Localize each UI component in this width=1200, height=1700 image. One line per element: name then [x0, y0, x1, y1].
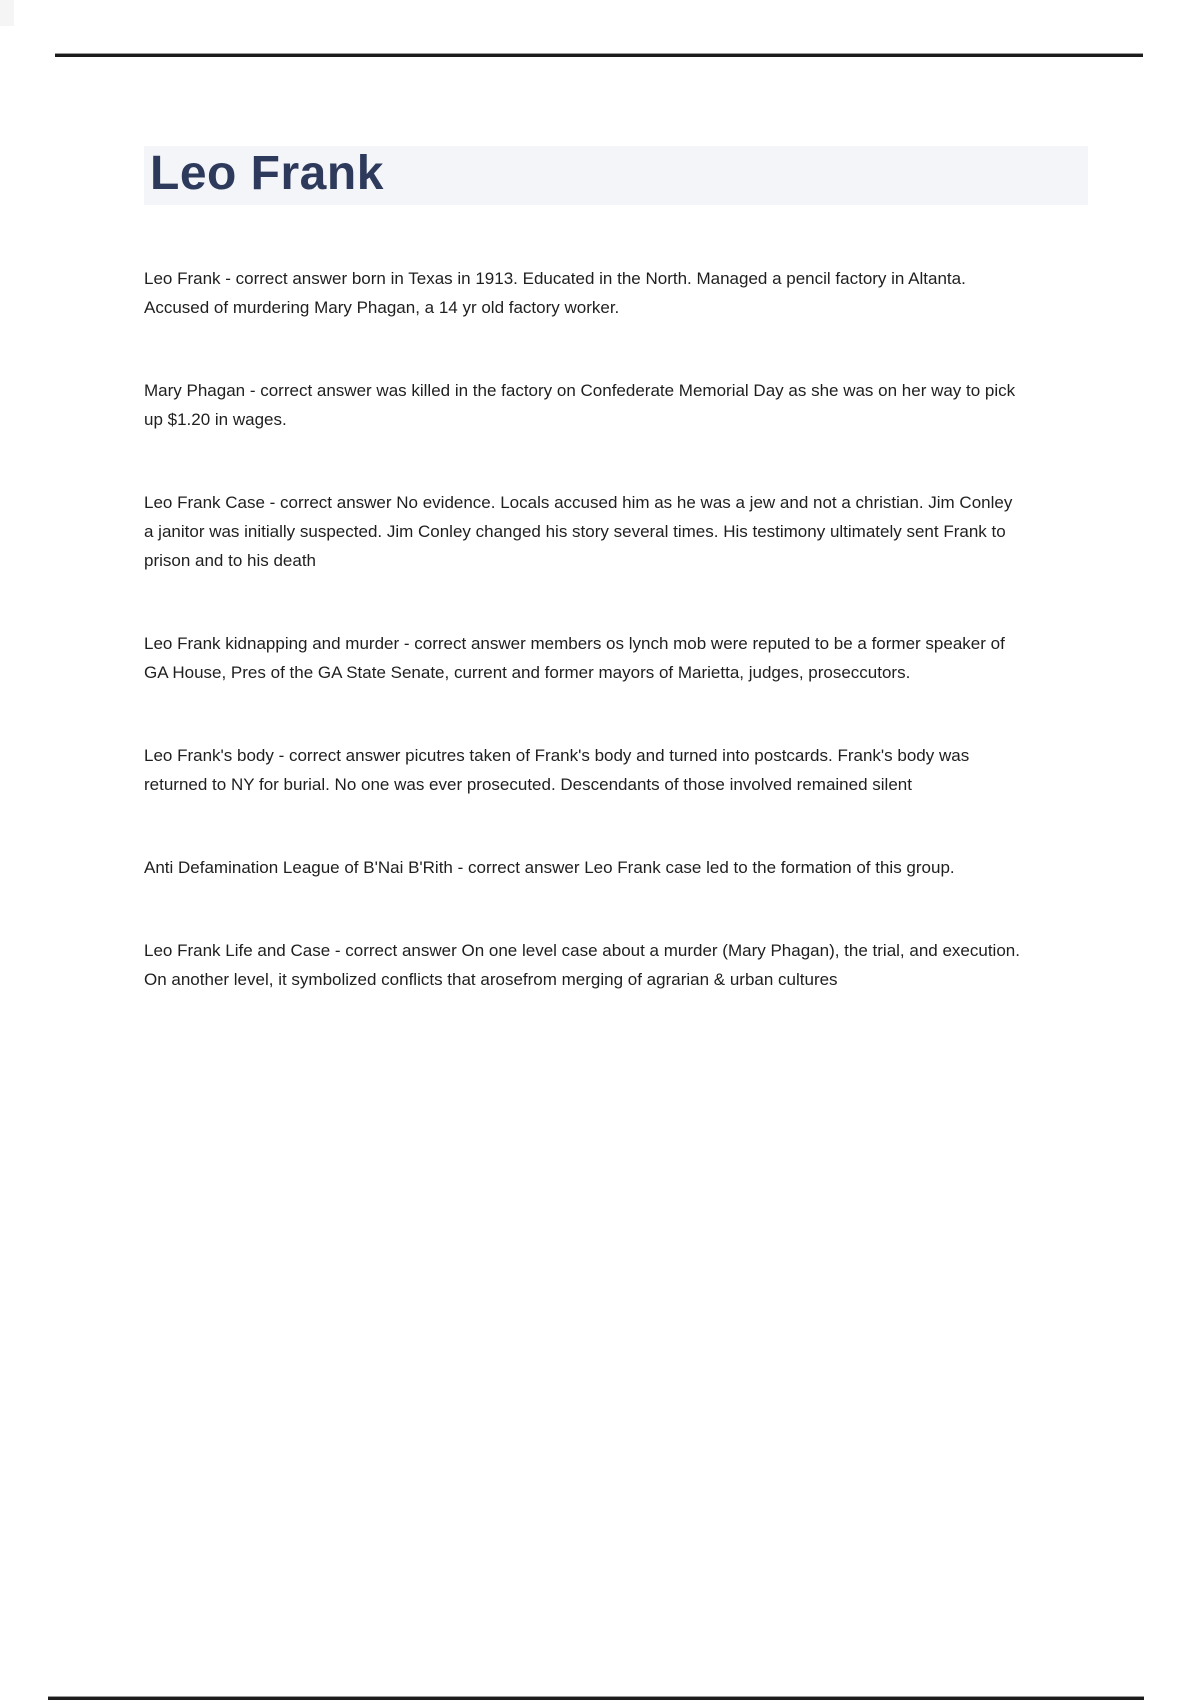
page-title: Leo Frank	[150, 147, 384, 200]
paragraph-leo-frank: Leo Frank - correct answer born in Texas in 1913. Educated in the North. Managed a pencil factory in Altanta. Accused of murdering Mary Phagan, a 14 yr old factory worker.	[144, 269, 966, 317]
paragraph-mary-phagan: Mary Phagan - correct answer was killed in the factory on Confederate Memorial Day as she was on her way to pick up $1.20 in wages.	[144, 381, 1016, 429]
definitions-list	[144, 264, 1024, 1048]
top-rule	[55, 53, 1143, 57]
paragraph-leo-franks-body: Leo Frank's body - correct answer picutres taken of Frank's body and turned into postcards. Frank's body was returned to NY for burial. No one was ever prosecuted. Descendants of those involved remained silent	[144, 746, 970, 794]
corner-artifact	[0, 0, 14, 26]
bottom-rule	[48, 1696, 1144, 1700]
paragraph-leo-frank-case: Leo Frank Case - correct answer No evidence. Locals accused him as he was a jew and not a christian. Jim Conley a janitor was initially suspected. Jim Conley changed his story several times. His testimony ultimately sent Frank to prison and to his death	[144, 493, 1013, 570]
paragraph-anti-defamination-league: Anti Defamination League of B'Nai B'Rith - correct answer Leo Frank case led to the formation of this group.	[144, 858, 955, 877]
title-highlight-block	[144, 146, 1088, 205]
paragraph-kidnapping-and-murder: Leo Frank kidnapping and murder - correct answer members os lynch mob were reputed to be a former speaker of GA House, Pres of the GA State Senate, current and former mayors of Marietta, judges, proseccutors.	[144, 634, 1005, 682]
paragraph-life-and-case: Leo Frank Life and Case - correct answer On one level case about a murder (Mary Phagan), the trial, and execution. On another level, it symbolized conflicts that arosefrom merging of agrarian & urban cultures	[144, 941, 1020, 989]
